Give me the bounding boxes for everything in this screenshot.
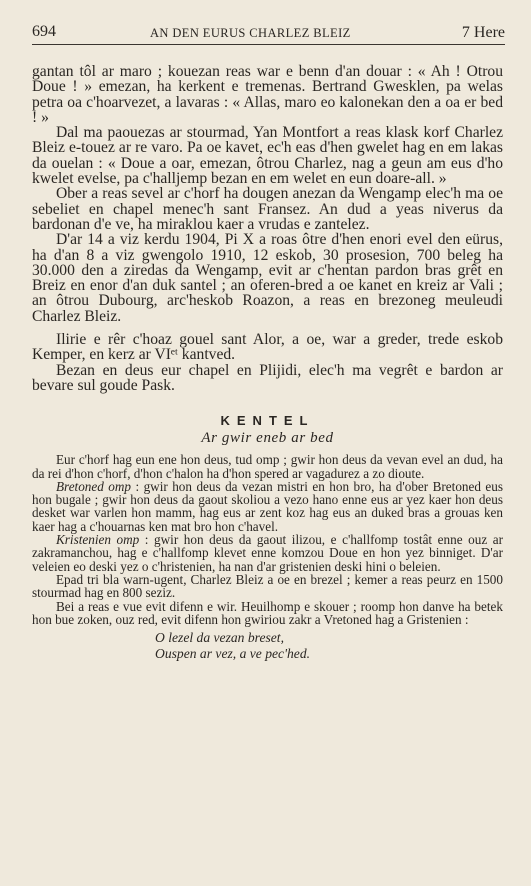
lesson-paragraph bbox=[32, 533, 503, 573]
main-text bbox=[32, 64, 503, 393]
page-header bbox=[32, 20, 505, 45]
kentel-heading: KENTEL bbox=[220, 413, 315, 429]
paragraph: D'ar 14 a viz kerdu 1904, Pi X a roas ôtre d'hen enori evel den eürus, ha d'an 8 a viz gwengolo 1910, 12 eskob, 30 prosesion, 700 beleg ha 30.000 den a ziredas da Wengamp, evit ar c'hentan pardon bras grêt en Breiz en enor d'an duk santel ; an oferen-bred a oe kanet en kreiz ar Vali ; an ôtrou Dubourg, arc'heskob Roazon, a reas en brezoneg meuleudi Charlez Bleiz. bbox=[32, 231, 503, 325]
running-title: AN DEN EURUS CHARLEZ BLEIZ bbox=[150, 26, 351, 40]
lesson-body: : gwir hon deus da vezan mistri en hon bro, ha d'ober Bretoned eus hon bugale ; gwir hon deus da gaout skoliou a vezo hano enne eus ar yez kaer hon deus desket war varlen hon mamm, hag eus ar zent koz hag eus an duked bras a grouas ken kaer hag a c'houarnas ken mat bro hon c'havel. bbox=[32, 478, 503, 534]
verse-line: O lezel da vezan breset, bbox=[155, 630, 284, 646]
paragraph: Dal ma paouezas ar stourmad, Yan Montfort a reas klask korf Charlez Bleiz e-touez ar re varo. Pa oe kavet, ec'h eas d'hen gwelet hag en em lakas da ouelan : « Doue a oar, emezan, ôtrou Charlez, nag a geun am eus d'ho kwelet evelse, pa c'halljemp bezan en em welet en eun doare-all. » bbox=[32, 124, 503, 188]
lesson-lead: Kristenien omp bbox=[56, 532, 140, 548]
lesson-paragraph: Epad tri bla warn-ugent, Charlez Bleiz a oe en brezel ; kemer a reas peurz en 1500 stourmad hag en 800 seziz. bbox=[32, 571, 503, 601]
section-label: 7 Here bbox=[461, 24, 505, 41]
paragraph: Ober a reas sevel ar c'horf ha dougen anezan da Wengamp elec'h ma oe sebeliet en chapel menec'h sant Fransez. An dud a yeas niverus da bardonan d'e ve, ha miraklou kaer a vrudas e zantelez. bbox=[32, 185, 503, 233]
page-body bbox=[32, 64, 503, 662]
paragraph: Ilirie e rêr c'hoaz gouel sant Alor, a oe, war a greder, trede eskob Kemper, en kerz ar VIᵉᵗ kantved. bbox=[32, 331, 503, 364]
lesson-paragraph bbox=[32, 480, 503, 533]
lesson-lead: Bretoned omp bbox=[56, 478, 132, 494]
lesson-body: : gwir hon deus da gaout ilizou, e c'hallfomp tostât enne ouz ar zakramanchou, hag e c'hallfomp klevet enne komzou Doue en hon yez binniget. D'ar veleien eo deski yez o c'hristenien, ha nan d'ar gristenien deski hini o beleien. bbox=[32, 532, 503, 574]
closing-verse bbox=[32, 630, 503, 662]
kentel-subtitle: Ar gwir eneb ar bed bbox=[201, 430, 334, 447]
verse-line: Ouspen ar vez, a ve pec'hed. bbox=[155, 646, 311, 662]
paragraph: Bezan en deus eur chapel en Plijidi, elec'h ma vegrêt e bardon ar bevare sul goude Pask. bbox=[32, 361, 503, 394]
paragraph: gantan tôl ar maro ; kouezan reas war e benn d'an douar : « Ah ! Otrou Doue ! » emezan, ha kerkent e tremenas. Bertrand Gwesklen, pa welas petra oa c'hoarvezet, a lavaras : « Allas, maro eo kalonekan den a oa er bed ! » bbox=[32, 63, 503, 126]
lesson-paragraph: Bei a reas e vue evit difenn e wir. Heuilhomp e skouer ; roomp hon danve ha betek hon bue zoken, ouz red, evit difenn hon gwiriou zakr a Vretoned hag a Gristenien : bbox=[32, 598, 503, 627]
page-number: 694 bbox=[32, 23, 56, 40]
kentel-text bbox=[32, 453, 503, 626]
lesson-paragraph: Eur c'horf hag eun ene hon deus, tud omp ; gwir hon deus da vevan evel an dud, ha da rei d'hon c'horf, d'hon c'halon ha d'hon spered ar vagadurez a zo dioute. bbox=[32, 452, 503, 481]
